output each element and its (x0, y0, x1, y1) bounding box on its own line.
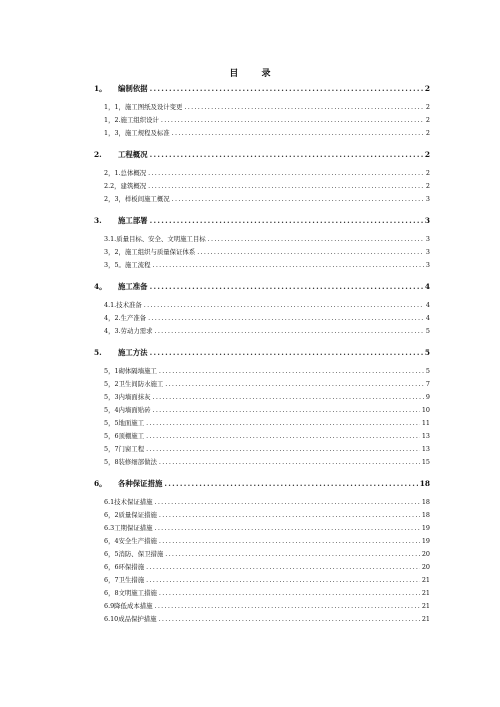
subsection-title: 5，6顶棚施工 (104, 432, 145, 440)
subsection-page-number: 2 (425, 182, 430, 190)
subsection-title: 6.10成品保护措施 (104, 615, 157, 623)
dot-leader (150, 82, 423, 95)
subsection-title: 6.9降低成本措施 (104, 602, 153, 610)
toc-subsection-entry[interactable] (94, 548, 430, 561)
dot-leader (150, 214, 423, 227)
subsection-title: 4，2.生产准备 (104, 314, 147, 322)
subsection-page-number: 2 (425, 103, 430, 111)
dot-leader (165, 378, 424, 391)
subsection-page-number: 3 (425, 195, 430, 203)
toc-section-entry[interactable] (94, 280, 430, 293)
subsection-title: 5，2卫生间防水施工 (104, 380, 164, 388)
toc-subsection-entry[interactable] (94, 259, 430, 272)
subsection-page-number: 21 (421, 615, 430, 623)
toc-subsection-entry[interactable] (94, 496, 430, 509)
subsection-title: 3.1.质量目标、安全、文明施工目标 (104, 235, 206, 243)
toc-subsection-entry[interactable] (94, 522, 430, 535)
section-page-number: 3 (424, 216, 430, 225)
subsection-page-number: 3 (425, 235, 430, 243)
subsection-page-number: 2 (425, 129, 430, 137)
table-of-contents (94, 82, 430, 626)
subsection-title: 2，1.总体概况 (104, 169, 147, 177)
subsection-page-number: 10 (421, 406, 430, 414)
subsection-page-number: 5 (425, 367, 430, 375)
toc-subsection-entry[interactable] (94, 535, 430, 548)
section-number: 5. (94, 348, 102, 357)
subsection-page-number: 20 (421, 550, 430, 558)
toc-subsection-entry[interactable] (94, 574, 430, 587)
toc-section-entry[interactable] (94, 82, 430, 95)
toc-subsection-entry[interactable] (94, 378, 430, 391)
dot-leader (146, 561, 420, 574)
dot-leader (146, 417, 420, 430)
subsection-page-number: 21 (421, 576, 430, 584)
toc-subsection-entry[interactable] (94, 509, 430, 522)
section-page-number: 2 (424, 150, 430, 159)
section-title: 编制依据 (118, 84, 148, 93)
toc-section-entry[interactable] (94, 214, 430, 227)
dot-leader (159, 509, 420, 522)
section-title: 施工方法 (118, 348, 148, 357)
subsection-page-number: 3 (425, 261, 430, 269)
subsection-title: 3，5。施工流程 (104, 261, 151, 269)
subsection-page-number: 18 (421, 498, 430, 506)
dot-leader (155, 600, 420, 613)
subsection-page-number: 7 (425, 380, 430, 388)
dot-leader (148, 312, 424, 325)
subsection-page-number: 5 (425, 327, 430, 335)
dot-leader (148, 180, 424, 193)
dot-leader (159, 456, 420, 469)
toc-title: 目 录 (229, 69, 281, 79)
subsection-title: 6.1技术保证措施 (104, 498, 153, 506)
toc-subsection-entry[interactable] (94, 456, 430, 469)
subsection-page-number: 19 (421, 524, 430, 532)
subsection-title: 2，3，样板间施工概况 (104, 195, 170, 203)
dot-leader (172, 193, 424, 206)
subsection-page-number: 2 (425, 116, 430, 124)
dot-leader (152, 404, 419, 417)
subsection-title: 6，4安全生产措施 (104, 537, 157, 545)
subsection-title: 5，4内墙面贴砖 (104, 406, 151, 414)
subsection-title: 6，5消防、保卫措施 (104, 550, 164, 558)
toc-subsection-entry[interactable] (94, 246, 430, 259)
toc-subsection-entry[interactable] (94, 365, 430, 378)
dot-leader (148, 167, 424, 180)
subsection-title: 6，8文明施工措施 (104, 589, 157, 597)
section-number: 1。 (94, 84, 107, 93)
subsection-title: 4.1.技术准备 (104, 301, 142, 309)
dot-leader (208, 233, 424, 246)
subsection-title: 6，7卫生措施 (104, 576, 145, 584)
toc-subsection-entry[interactable] (94, 167, 430, 180)
section-number: 6。 (94, 479, 107, 488)
subsection-title: 6，2质量保证措施 (104, 511, 157, 519)
subsection-page-number: 13 (421, 445, 430, 453)
subsection-title: 3，2，施工组织与质量保证体系 (104, 248, 196, 256)
dot-leader (155, 325, 424, 338)
subsection-page-number: 15 (421, 458, 430, 466)
toc-subsection-entry[interactable] (94, 127, 430, 140)
dot-leader (150, 346, 423, 359)
dot-leader (172, 127, 424, 140)
subsection-title: 4，3.劳动力需求 (104, 327, 153, 335)
toc-subsection-entry[interactable] (94, 193, 430, 206)
toc-subsection-entry[interactable] (94, 404, 430, 417)
dot-leader (150, 148, 423, 161)
toc-subsection-entry[interactable] (94, 443, 430, 456)
dot-leader (155, 496, 420, 509)
section-title: 各种保证措施 (118, 479, 163, 488)
toc-subsection-entry[interactable] (94, 101, 430, 114)
subsection-page-number: 20 (421, 563, 430, 571)
toc-subsection-entry[interactable] (94, 587, 430, 600)
section-number: 2. (94, 150, 102, 159)
subsection-title: 6，6环保措施 (104, 563, 145, 571)
dot-leader (159, 535, 420, 548)
toc-subsection-entry[interactable] (94, 233, 430, 246)
dot-leader (197, 246, 424, 259)
section-number: 4。 (94, 282, 107, 291)
subsection-page-number: 9 (425, 393, 430, 401)
dot-leader (144, 299, 424, 312)
subsection-page-number: 19 (421, 537, 430, 545)
subsection-page-number: 18 (421, 511, 430, 519)
toc-subsection-entry[interactable] (94, 312, 430, 325)
toc-subsection-entry[interactable] (94, 417, 430, 430)
toc-section-entry[interactable] (94, 148, 430, 161)
section-number: 3. (94, 216, 102, 225)
dot-leader (152, 391, 423, 404)
section-title: 施工部署 (118, 216, 148, 225)
dot-leader (159, 613, 420, 626)
subsection-page-number: 13 (421, 432, 430, 440)
dot-leader (159, 365, 424, 378)
dot-leader (146, 443, 420, 456)
subsection-title: 2.2，建筑概况 (104, 182, 147, 190)
toc-subsection-entry[interactable] (94, 600, 430, 613)
subsection-page-number: 21 (421, 589, 430, 597)
dot-leader (155, 522, 420, 535)
toc-subsection-entry[interactable] (94, 299, 430, 312)
toc-subsection-entry[interactable] (94, 325, 430, 338)
subsection-page-number: 3 (425, 248, 430, 256)
section-page-number: 2 (424, 84, 430, 93)
subsection-page-number: 21 (421, 602, 430, 610)
subsection-page-number: 11 (421, 419, 430, 427)
section-page-number: 5 (424, 348, 430, 357)
subsection-page-number: 4 (425, 301, 430, 309)
section-title: 施工准备 (118, 282, 148, 291)
subsection-title: 5，1砌体隔墙施工 (104, 367, 157, 375)
dot-leader (184, 101, 423, 114)
toc-section-entry[interactable] (94, 346, 430, 359)
dot-leader (150, 280, 423, 293)
toc-subsection-entry[interactable] (94, 114, 430, 127)
dot-leader (146, 430, 420, 443)
dot-leader (165, 548, 420, 561)
subsection-title: 1，3，施工规程及标准 (104, 129, 170, 137)
subsection-title: 5，3内墙面抹灰 (104, 393, 151, 401)
dot-leader (161, 114, 424, 127)
dot-leader (159, 587, 420, 600)
section-title: 工程概况 (118, 150, 148, 159)
subsection-title: 5，8装修细部做法 (104, 458, 157, 466)
dot-leader (164, 477, 417, 490)
subsection-page-number: 2 (425, 169, 430, 177)
subsection-title: 5，7门窗工程 (104, 445, 145, 453)
toc-subsection-entry[interactable] (94, 180, 430, 193)
dot-leader (146, 574, 420, 587)
subsection-title: 5，5地面施工 (104, 419, 145, 427)
toc-section-entry[interactable] (94, 477, 430, 490)
subsection-page-number: 4 (425, 314, 430, 322)
toc-subsection-entry[interactable] (94, 391, 430, 404)
toc-subsection-entry[interactable] (94, 561, 430, 574)
subsection-title: 6.3工期保证措施 (104, 524, 153, 532)
subsection-title: 1，1，施工图纸及设计变更 (104, 103, 183, 111)
toc-subsection-entry[interactable] (94, 430, 430, 443)
section-page-number: 4 (424, 282, 430, 291)
toc-subsection-entry[interactable] (94, 613, 430, 626)
dot-leader (152, 259, 423, 272)
subsection-title: 1，2.施工组织设计 (104, 116, 159, 124)
section-page-number: 18 (419, 479, 430, 488)
